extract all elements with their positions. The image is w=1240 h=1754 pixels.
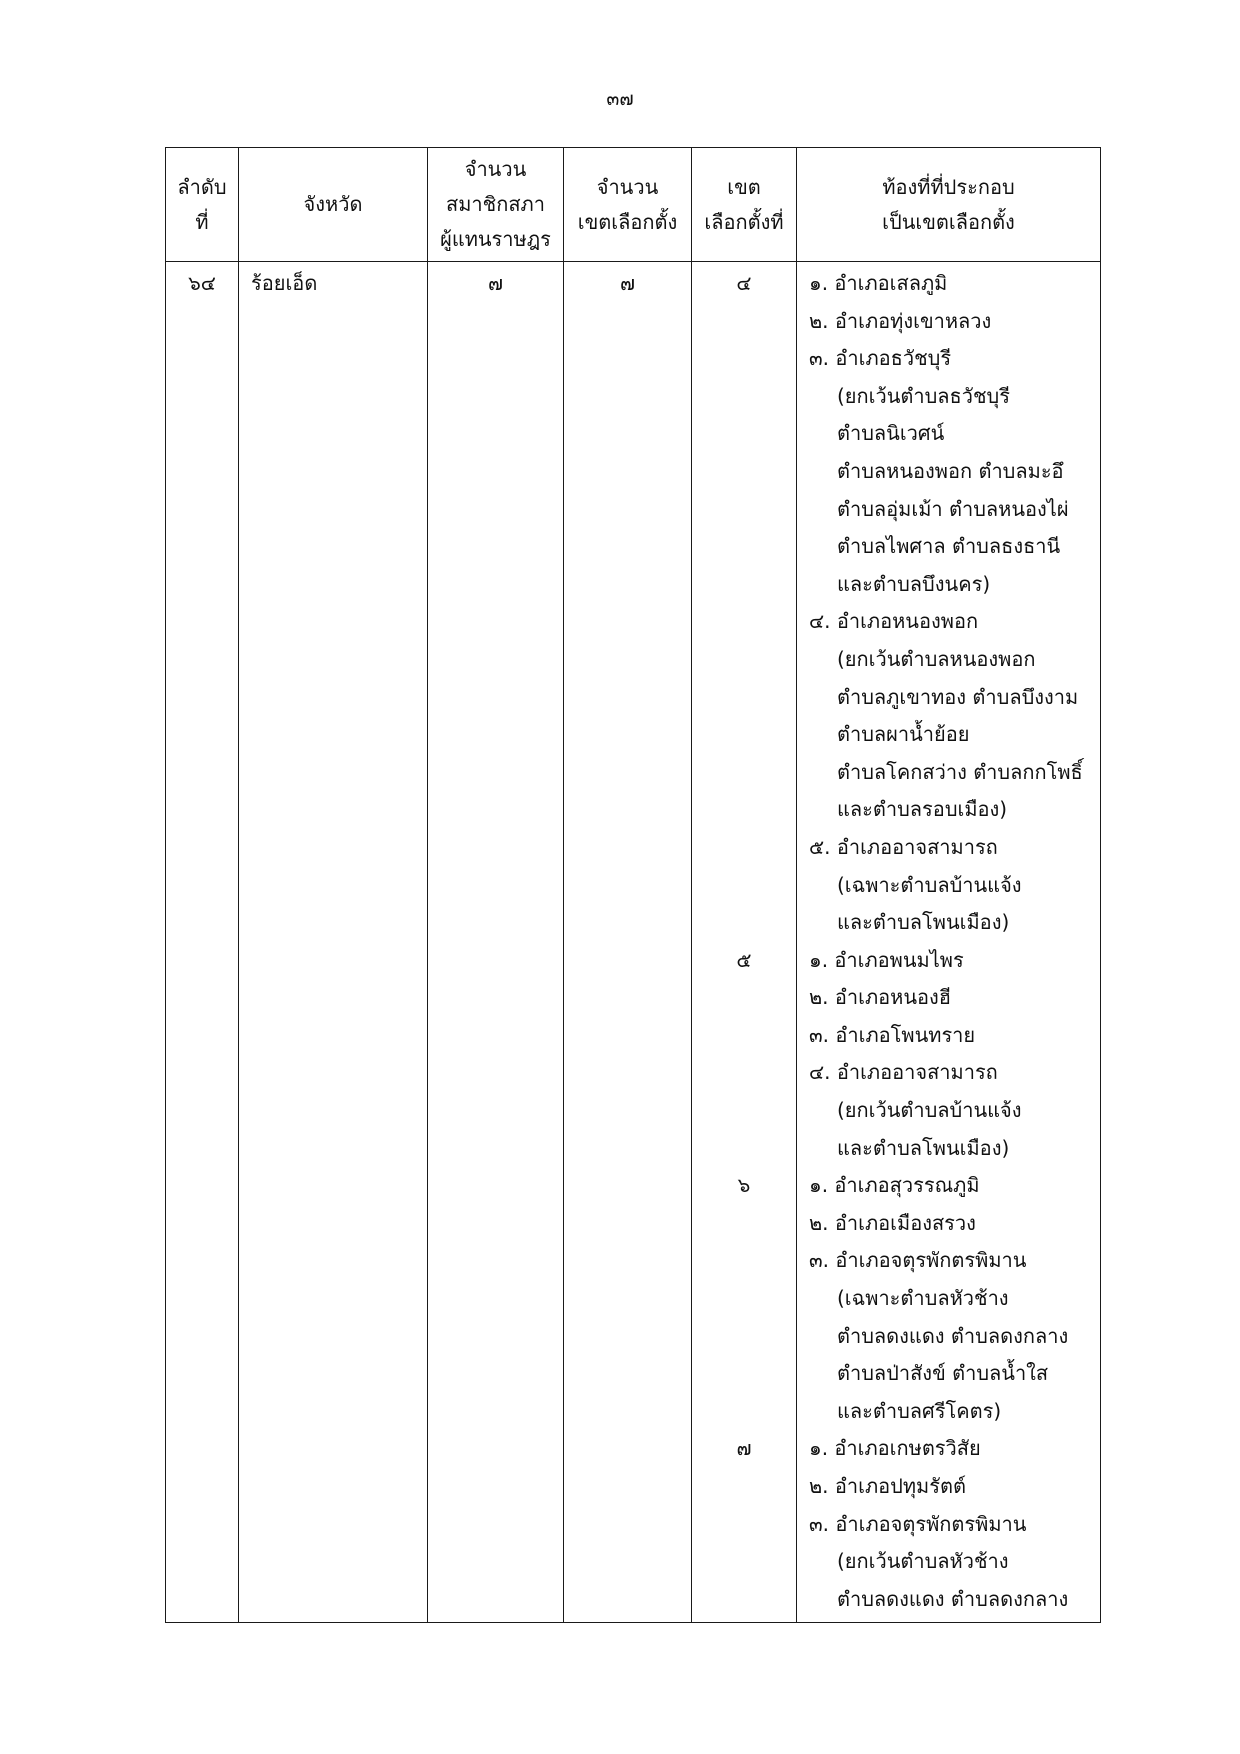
area-line: และตำบลโพนเมือง) [837, 1135, 1010, 1160]
order-cell: ๖๔ [166, 262, 239, 1623]
header-province: จังหวัด [239, 148, 428, 262]
district-number-spacer [692, 340, 796, 378]
district-number-spacer [692, 566, 796, 604]
district-number-spacer [692, 1506, 796, 1544]
area-line: (ยกเว้นตำบลธวัชบุรี [837, 383, 1010, 408]
district-number-spacer [692, 378, 796, 416]
area-line: ๔. อำเภออาจสามารถ [809, 1060, 998, 1085]
area-line: ๓. อำเภอโพนทราย [809, 1022, 976, 1047]
area-line: ๑. อำเภอพนมไพร [809, 947, 964, 972]
header-district-no: เขต เลือกตั้งที่ [692, 148, 797, 262]
district-number-spacer [692, 1130, 796, 1168]
district-number: ๔ [736, 271, 752, 295]
header-districts-count: จำนวน เขตเลือกตั้ง [564, 148, 692, 262]
area-line: และตำบลบึงนคร) [837, 571, 991, 596]
district-number: ๗ [736, 1436, 752, 1461]
area-line: ๑. อำเภอสุวรรณภูมิ [809, 1173, 980, 1198]
area-line: และตำบลโพนเมือง) [837, 910, 1010, 935]
area-line: (ยกเว้นตำบลหนองพอก [837, 646, 1036, 671]
district-number-spacer [692, 679, 796, 717]
district-number-spacer [692, 754, 796, 792]
district-number-spacer [692, 1017, 796, 1055]
district-number-spacer [692, 1280, 796, 1318]
province-cell: ร้อยเอ็ด [239, 262, 428, 1623]
district-number-spacer [692, 603, 796, 641]
areas-column [797, 262, 1101, 1623]
area-line: ตำบลภูเขาทอง ตำบลบึงงาม [837, 684, 1079, 709]
district-number-spacer [692, 415, 796, 453]
constituency-table [165, 147, 1101, 1623]
area-line: ๔. อำเภอหนองพอก [809, 609, 979, 634]
district-number-spacer [692, 1543, 796, 1581]
district-number-column [692, 262, 797, 1623]
district-number-spacer [692, 1092, 796, 1130]
area-line: ๒. อำเภอปทุมรัตต์ [809, 1474, 966, 1498]
area-line: ตำบลไพศาล ตำบลธงธานี [837, 534, 1061, 559]
area-line: และตำบลรอบเมือง) [837, 797, 1008, 822]
district-number-spacer [692, 1205, 796, 1243]
area-line: ๓. อำเภอจตุรพักตรพิมาน [809, 1511, 1027, 1536]
header-order: ลำดับ ที่ [166, 148, 239, 262]
area-line: ตำบลอุ่มเม้า ตำบลหนองไผ่ [837, 496, 1069, 521]
area-line: ๑. อำเภอเสลภูมิ [809, 271, 948, 295]
area-line: ๓. อำเภอธวัชบุรี [809, 346, 952, 371]
page-number: ๓๗ [606, 88, 634, 110]
district-number-spacer [692, 1318, 796, 1356]
district-number-spacer [692, 979, 796, 1017]
header-row [166, 148, 1101, 262]
area-line: ตำบลผาน้ำย้อย [837, 722, 970, 747]
area-line: (ยกเว้นตำบลหัวช้าง [837, 1549, 1009, 1574]
area-line: ตำบลนิเวศน์ [837, 421, 945, 446]
table-row [166, 262, 1101, 1623]
district-number-spacer [692, 528, 796, 566]
members-cell: ๗ [428, 262, 564, 1623]
district-number-spacer [692, 453, 796, 491]
area-line: ตำบลหนองพอก ตำบลมะอึ [837, 458, 1064, 483]
header-areas: ท้องที่ที่ประกอบ เป็นเขตเลือกตั้ง [797, 148, 1101, 262]
area-line: ๒. อำเภอหนองฮี [809, 985, 952, 1010]
district-number-spacer [692, 303, 796, 341]
area-line: และตำบลศรีโคตร) [837, 1398, 1002, 1423]
area-line: ตำบลโคกสว่าง ตำบลกกโพธิ์ [837, 759, 1083, 784]
district-number-spacer [692, 904, 796, 942]
district-number-spacer [692, 1393, 796, 1431]
districts-count-cell: ๗ [564, 262, 692, 1623]
district-number-spacer [692, 1355, 796, 1393]
district-number-spacer [692, 829, 796, 867]
area-line: ๑. อำเภอเกษตรวิสัย [809, 1436, 981, 1461]
district-number-spacer [692, 1581, 796, 1619]
district-number: ๖ [737, 1173, 751, 1198]
district-number-spacer [692, 867, 796, 905]
area-line: ๒. อำเภอเมืองสรวง [809, 1210, 976, 1235]
district-number-spacer [692, 1054, 796, 1092]
area-line: ๒. อำเภอทุ่งเขาหลวง [809, 308, 992, 333]
area-line: (ยกเว้นตำบลบ้านแจ้ง [837, 1098, 1022, 1123]
area-line: (เฉพาะตำบลบ้านแจ้ง [837, 872, 1022, 897]
district-number-spacer [692, 716, 796, 754]
district-number-spacer [692, 641, 796, 679]
area-line: ตำบลป่าสังข์ ตำบลน้ำใส [837, 1361, 1049, 1386]
district-number-spacer [692, 1242, 796, 1280]
area-line: ตำบลดงแดง ตำบลดงกลาง [837, 1586, 1069, 1611]
area-line: ๕. อำเภออาจสามารถ [809, 834, 998, 859]
area-line: (เฉพาะตำบลหัวช้าง [837, 1286, 1009, 1311]
district-number-spacer [692, 1468, 796, 1506]
district-number-spacer [692, 791, 796, 829]
district-number-spacer [692, 491, 796, 529]
district-number: ๕ [736, 947, 752, 972]
area-line: ๓. อำเภอจตุรพักตรพิมาน [809, 1248, 1027, 1273]
area-line: ตำบลดงแดง ตำบลดงกลาง [837, 1323, 1069, 1348]
header-members: จำนวน สมาชิกสภา ผู้แทนราษฎร [428, 148, 564, 262]
